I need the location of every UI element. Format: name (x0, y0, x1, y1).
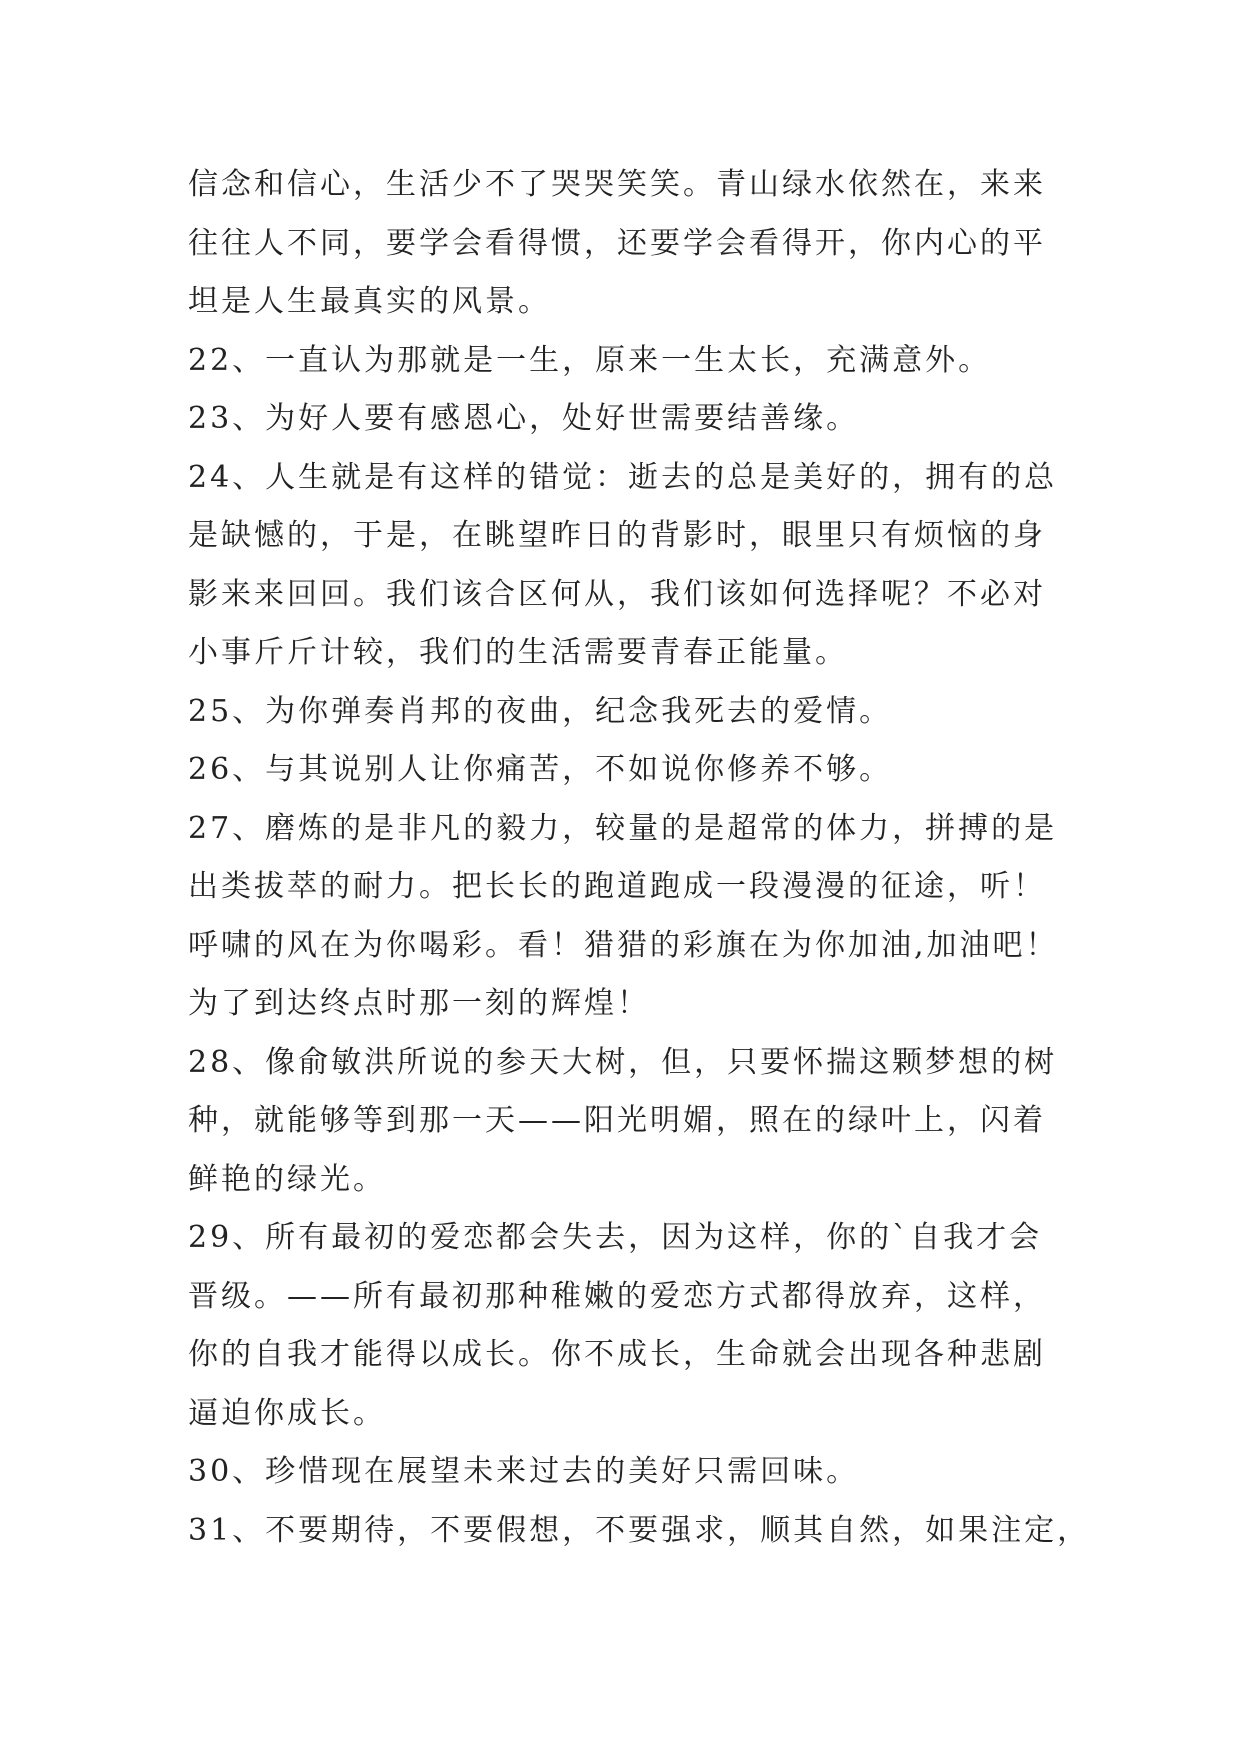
text-line: 信念和信心，生活少不了哭哭笑笑。青山绿水依然在，来来 (188, 167, 1046, 202)
text-line: 呼啸的风在为你喝彩。看！猎猎的彩旗在为你加油,加油吧！ (188, 927, 1059, 963)
text-line: 为了到达终点时那一刻的辉煌！ (188, 986, 650, 1021)
text-line: 往往人不同，要学会看得惯，还要学会看得开，你内心的平 (188, 225, 1046, 261)
text-line: 23、为好人要有感恩心，处好世需要结善缘。 (188, 401, 860, 436)
text-line: 小事斤斤计较，我们的生活需要青春正能量。 (188, 635, 848, 670)
text-line: 种，就能够等到那一天——阳光明媚，照在的绿叶上，闪着 (188, 1103, 1046, 1138)
text-line: 是缺憾的，于是，在眺望昨日的背影时，眼里只有烦恼的身 (188, 518, 1046, 553)
text-line: 晋级。——所有最初那种稚嫩的爱恋方式都得放弃，这样， (188, 1278, 1046, 1314)
text-line: 22、一直认为那就是一生，原来一生太长，充满意外。 (188, 342, 992, 378)
text-line: 28、像俞敏洪所说的参天大树，但，只要怀揣这颗梦想的树 (188, 1044, 1058, 1080)
text-line: 26、与其说别人让你痛苦，不如说你修养不够。 (188, 752, 893, 787)
text-line: 你的自我才能得以成长。你不成长，生命就会出现各种悲剧 (188, 1337, 1046, 1372)
text-line: 出类拔萃的耐力。把长长的跑道跑成一段漫漫的征途，听！ (188, 869, 1046, 904)
text-line: 30、珍惜现在展望未来过去的美好只需回味。 (188, 1454, 860, 1489)
text-line: 24、人生就是有这样的错觉：逝去的总是美好的，拥有的总 (188, 459, 1058, 495)
text-line: 逼迫你成长。 (188, 1395, 386, 1431)
text-line: 坦是人生最真实的风景。 (188, 284, 551, 319)
text-line: 鲜艳的绿光。 (188, 1161, 386, 1197)
text-line: 31、不要期待，不要假想，不要强求，顺其自然，如果注定， (188, 1512, 1091, 1548)
body-text (188, 156, 1091, 1560)
text-line: 27、磨炼的是非凡的毅力，较量的是超常的体力，拼搏的是 (188, 810, 1058, 846)
text-line: 25、为你弹奏肖邦的夜曲，纪念我死去的爱情。 (188, 693, 893, 729)
text-line: 影来来回回。我们该合区何从，我们该如何选择呢？不必对 (188, 576, 1046, 612)
text-line: 29、所有最初的爱恋都会失去，因为这样，你的`自我才会 (188, 1220, 1043, 1255)
